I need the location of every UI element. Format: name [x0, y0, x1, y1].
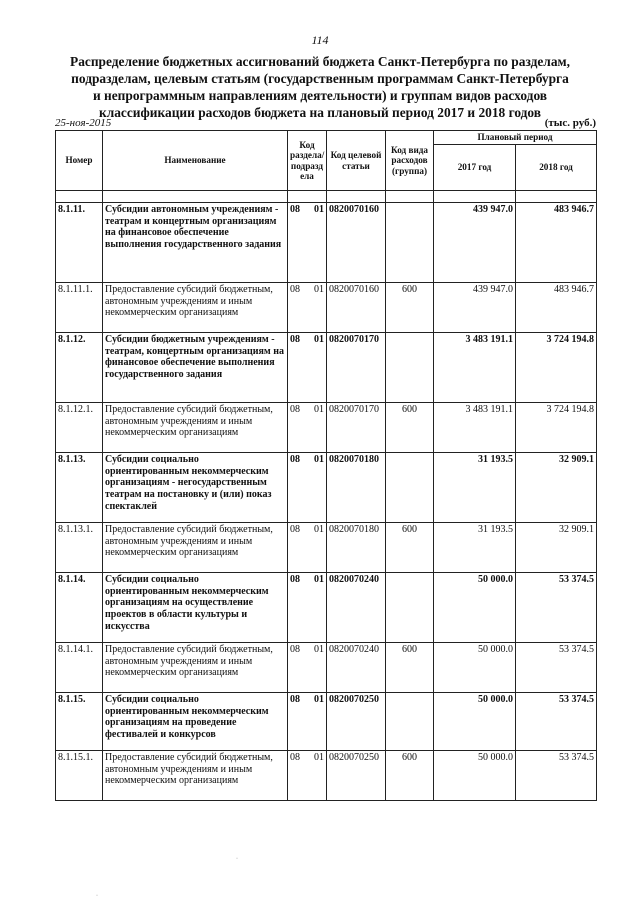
subsection-code: 01	[314, 574, 324, 585]
row-target-code: 0820070250	[327, 751, 386, 801]
section-code: 08	[290, 284, 300, 295]
table-row	[56, 751, 597, 801]
table-row	[56, 573, 597, 643]
title-line: и непрограммным направлениям деятельности) и группам видов расходов	[92, 88, 548, 103]
section-code: 08	[290, 404, 300, 415]
row-target-code: 0820070180	[327, 523, 386, 573]
section-code: 08	[290, 334, 300, 345]
row-expense-type: 600	[386, 403, 434, 453]
document-date: 25-ноя-2015	[55, 117, 112, 129]
row-value-2017: 50 000.0	[434, 751, 516, 801]
section-code: 08	[290, 752, 300, 763]
row-value-2017: 50 000.0	[434, 573, 516, 643]
row-value-2017: 50 000.0	[434, 643, 516, 693]
row-expense-type	[386, 573, 434, 643]
scan-speck: ·	[236, 856, 238, 862]
row-value-2018: 3 724 194.8	[516, 403, 597, 453]
header-2017: 2017 год	[434, 145, 516, 191]
subsection-code: 01	[314, 454, 324, 465]
section-code: 08	[290, 524, 300, 535]
table-row	[56, 693, 597, 751]
subsection-code: 01	[314, 284, 324, 295]
row-section-code	[288, 403, 327, 453]
row-name: Предоставление субсидий бюджетным, автономным учреждениям и иным некоммерческим организациям	[103, 523, 288, 573]
subsection-code: 01	[314, 644, 324, 655]
row-value-2018: 483 946.7	[516, 203, 597, 283]
section-code: 08	[290, 694, 300, 705]
row-section-code	[288, 573, 327, 643]
row-target-code: 0820070160	[327, 203, 386, 283]
row-section-code	[288, 523, 327, 573]
subsection-code: 01	[314, 334, 324, 345]
row-target-code: 0820070160	[327, 283, 386, 333]
row-value-2018: 483 946.7	[516, 283, 597, 333]
header-2018: 2018 год	[516, 145, 597, 191]
budget-table	[55, 130, 597, 801]
section-code: 08	[290, 644, 300, 655]
row-number: 8.1.14.1.	[56, 643, 103, 693]
row-name: Предоставление субсидий бюджетным, автономным учреждениям и иным некоммерческим организациям	[103, 643, 288, 693]
table-row	[56, 453, 597, 523]
row-section-code	[288, 693, 327, 751]
page-number: 114	[311, 33, 329, 47]
row-target-code: 0820070170	[327, 333, 386, 403]
units-label: (тыс. руб.)	[544, 117, 596, 129]
table-row	[56, 643, 597, 693]
row-target-code: 0820070240	[327, 573, 386, 643]
row-expense-type: 600	[386, 751, 434, 801]
row-name: Субсидии социально ориентированным некоммерческим организациям на осуществление проектов в области культуры и искусства	[103, 573, 288, 643]
row-value-2018: 32 909.1	[516, 453, 597, 523]
table-row	[56, 403, 597, 453]
row-number: 8.1.13.	[56, 453, 103, 523]
row-value-2018: 53 374.5	[516, 693, 597, 751]
row-target-code: 0820070170	[327, 403, 386, 453]
title-line: классификации расходов бюджета на плановый период 2017 и 2018 годов	[98, 105, 542, 120]
row-value-2017: 50 000.0	[434, 693, 516, 751]
row-target-code: 0820070240	[327, 643, 386, 693]
section-code: 08	[290, 454, 300, 465]
document-title	[40, 53, 600, 121]
row-number: 8.1.11.1.	[56, 283, 103, 333]
table-row	[56, 203, 597, 283]
row-name: Субсидии автономным учреждениям - театрам и концертным организациям на финансовое обеспечение выполнения государственного задания	[103, 203, 288, 283]
row-section-code	[288, 203, 327, 283]
row-section-code	[288, 751, 327, 801]
table-row	[56, 333, 597, 403]
subsection-code: 01	[314, 524, 324, 535]
row-value-2017: 3 483 191.1	[434, 333, 516, 403]
row-section-code	[288, 453, 327, 523]
subsection-code: 01	[314, 694, 324, 705]
row-section-code	[288, 333, 327, 403]
row-target-code: 0820070250	[327, 693, 386, 751]
header-expense-type-code: Код вида расходов (группа)	[386, 131, 434, 191]
header-planned-period: Плановый период	[434, 131, 597, 145]
subsection-code: 01	[314, 204, 324, 215]
row-name: Предоставление субсидий бюджетным, автономным учреждениям и иным некоммерческим организациям	[103, 403, 288, 453]
row-expense-type	[386, 203, 434, 283]
row-expense-type	[386, 453, 434, 523]
subsection-code: 01	[314, 752, 324, 763]
subsection-code: 01	[314, 404, 324, 415]
header-name: Наименование	[103, 131, 288, 191]
table-row	[56, 283, 597, 333]
row-value-2018: 53 374.5	[516, 643, 597, 693]
scan-speck: ·	[96, 893, 98, 899]
row-number: 8.1.12.	[56, 333, 103, 403]
table-body	[56, 203, 597, 801]
row-name: Субсидии социально ориентированным некоммерческим организациям - негосударственным театрам на постановку и (или) показ спектаклей	[103, 453, 288, 523]
row-number: 8.1.13.1.	[56, 523, 103, 573]
row-value-2017: 31 193.5	[434, 523, 516, 573]
table-row	[56, 523, 597, 573]
row-name: Субсидии бюджетным учреждениям - театрам, концертным организациям на финансовое обеспечение выполнения государственного задания	[103, 333, 288, 403]
row-value-2017: 3 483 191.1	[434, 403, 516, 453]
row-expense-type	[386, 333, 434, 403]
title-line: подразделам, целевым статьям (государственным программам Санкт-Петербурга	[71, 71, 569, 86]
row-number: 8.1.14.	[56, 573, 103, 643]
row-section-code	[288, 643, 327, 693]
row-number: 8.1.15.	[56, 693, 103, 751]
row-value-2017: 31 193.5	[434, 453, 516, 523]
row-name: Предоставление субсидий бюджетным, автономным учреждениям и иным некоммерческим организациям	[103, 283, 288, 333]
row-value-2018: 3 724 194.8	[516, 333, 597, 403]
row-expense-type: 600	[386, 283, 434, 333]
header-section-code: Код раздела/ подразд ела	[288, 131, 327, 191]
row-name: Предоставление субсидий бюджетным, автономным учреждениям и иным некоммерческим организациям	[103, 751, 288, 801]
header-target-code: Код целевой статьи	[327, 131, 386, 191]
row-value-2017: 439 947.0	[434, 203, 516, 283]
row-value-2018: 53 374.5	[516, 751, 597, 801]
row-number: 8.1.12.1.	[56, 403, 103, 453]
row-value-2018: 32 909.1	[516, 523, 597, 573]
section-code: 08	[290, 204, 300, 215]
row-value-2017: 439 947.0	[434, 283, 516, 333]
header-number: Номер	[56, 131, 103, 191]
row-name: Субсидии социально ориентированным некоммерческим организациям на проведение фестивалей и конкурсов	[103, 693, 288, 751]
title-line: Распределение бюджетных ассигнований бюджета Санкт-Петербурга по разделам,	[70, 54, 570, 69]
row-expense-type	[386, 693, 434, 751]
row-number: 8.1.11.	[56, 203, 103, 283]
section-code: 08	[290, 574, 300, 585]
row-expense-type: 600	[386, 643, 434, 693]
row-section-code	[288, 283, 327, 333]
row-target-code: 0820070180	[327, 453, 386, 523]
row-number: 8.1.15.1.	[56, 751, 103, 801]
row-expense-type: 600	[386, 523, 434, 573]
row-value-2018: 53 374.5	[516, 573, 597, 643]
